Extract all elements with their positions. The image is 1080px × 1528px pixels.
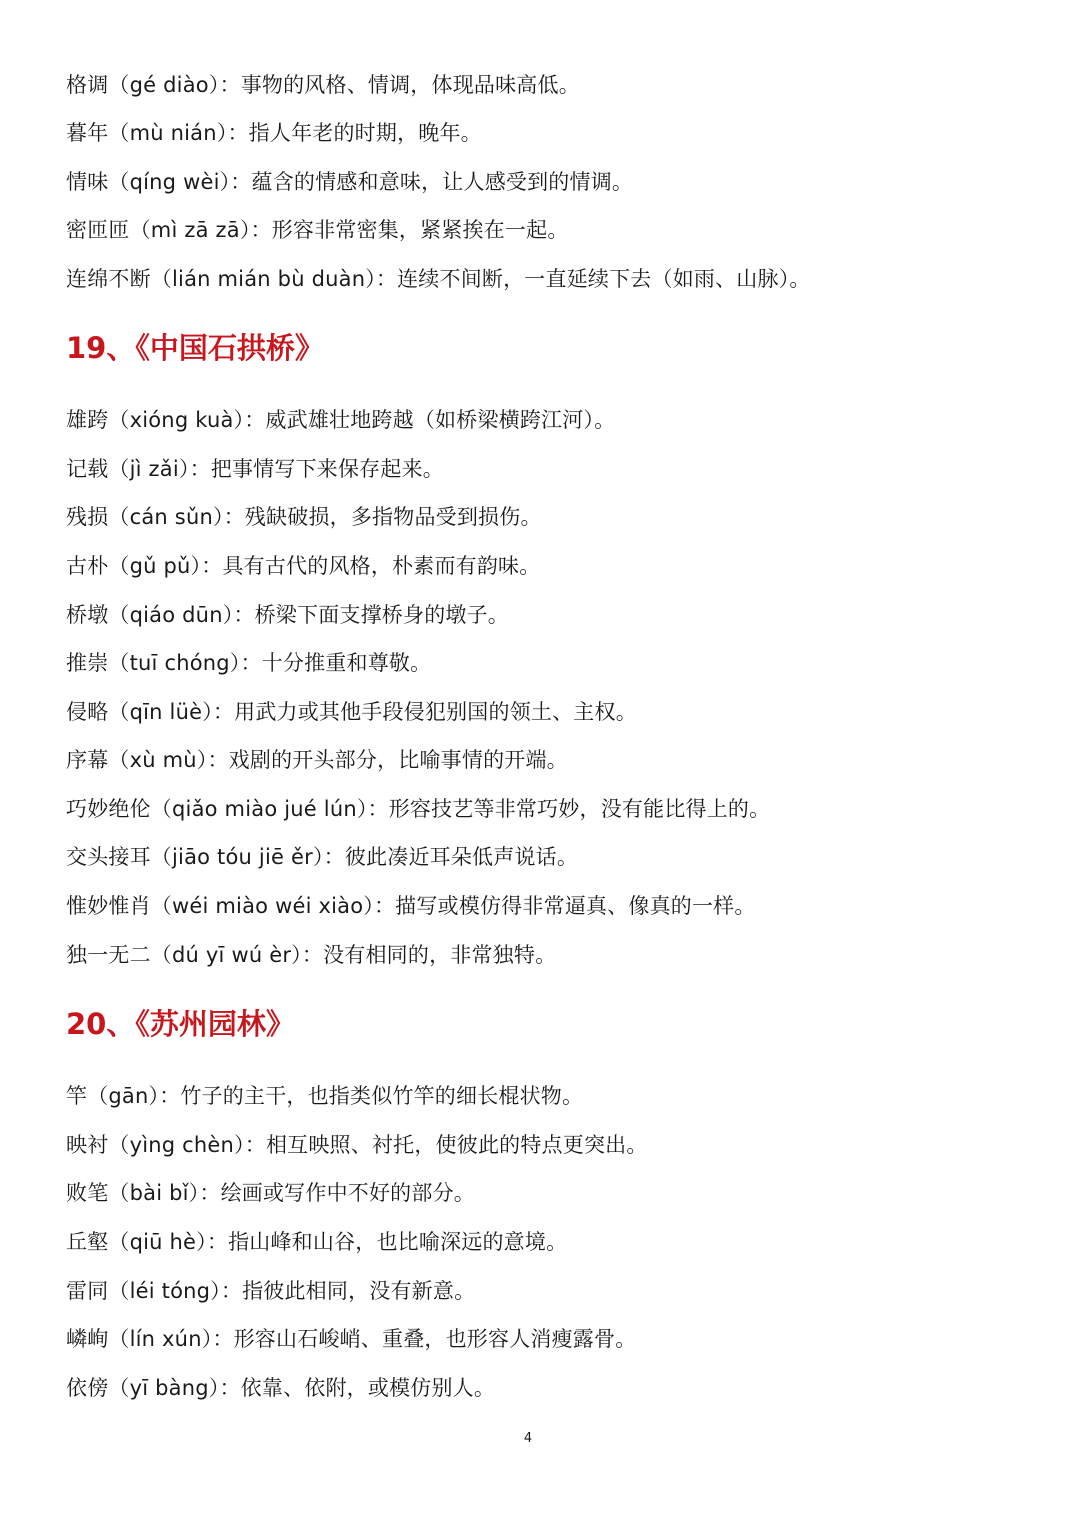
- vocab-entry: 雷同（léi tóng）：指彼此相同，没有新意。: [66, 1279, 476, 1303]
- vocab-entry: 暮年（mù nián）：指人年老的时期，晚年。: [66, 121, 482, 145]
- vocab-entry: 败笔（bài bǐ）：绘画或写作中不好的部分。: [66, 1181, 475, 1205]
- vocab-entry: 格调（gé diào）：事物的风格、情调，体现品味高低。: [66, 73, 580, 97]
- page-number: 4: [523, 1431, 533, 1446]
- vocab-entry: 残损（cán sǔn）：残缺破损，多指物品受到损伤。: [66, 505, 542, 529]
- vocab-entry: 丘壑（qiū hè）：指山峰和山谷，也比喻深远的意境。: [66, 1230, 568, 1254]
- vocab-entry: 映衬（yìng chèn）：相互映照、衬托，使彼此的特点更突出。: [66, 1133, 648, 1157]
- vocab-entry: 推崇（tuī chóng）：十分推重和尊敬。: [66, 651, 432, 675]
- vocab-entry: 竿（gān）：竹子的主干，也指类似竹竿的细长棍状物。: [66, 1084, 584, 1108]
- vocab-entry: 侵略（qīn lüè）：用武力或其他手段侵犯别国的领土、主权。: [66, 700, 637, 724]
- vocab-entry: 依傍（yī bàng）：依靠、依附，或模仿别人。: [66, 1376, 496, 1400]
- section-heading: 19、《中国石拱桥》: [66, 331, 324, 365]
- vocab-entry: 古朴（gǔ pǔ）：具有古代的风格，朴素而有韵味。: [66, 554, 541, 578]
- section-heading: 20、《苏州园林》: [66, 1007, 295, 1041]
- vocab-entry: 情味（qíng wèi）：蕴含的情感和意味，让人感受到的情调。: [66, 170, 634, 194]
- vocab-entry: 桥墩（qiáo dūn）：桥梁下面支撑桥身的墩子。: [66, 603, 510, 627]
- vocab-entry: 序幕（xù mù）：戏剧的开头部分，比喻事情的开端。: [66, 748, 568, 772]
- vocab-entry: 交头接耳（jiāo tóu jiē ěr）：彼此凑近耳朵低声说话。: [66, 845, 579, 869]
- vocab-entry: 惟妙惟肖（wéi miào wéi xiào）：描写或模仿得非常逼真、像真的一样。: [66, 894, 756, 918]
- vocab-entry: 独一无二（dú yī wú èr）：没有相同的，非常独特。: [66, 943, 557, 967]
- vocab-entry: 雄跨（xióng kuà）：威武雄壮地跨越（如桥梁横跨江河）。: [66, 408, 616, 432]
- vocab-entry: 连绵不断（lián mián bù duàn）：连续不间断，一直延续下去（如雨、山脉）。: [66, 267, 811, 291]
- vocab-entry: 记载（jì zǎi）：把事情写下来保存起来。: [66, 457, 444, 481]
- vocab-entry: 嶙峋（lín xún）：形容山石峻峭、重叠，也形容人消瘦露骨。: [66, 1327, 637, 1351]
- vocab-entry: 密匝匝（mì zā zā）：形容非常密集，紧紧挨在一起。: [66, 218, 569, 242]
- vocab-entry: 巧妙绝伦（qiǎo miào jué lún）：形容技艺等非常巧妙，没有能比得上的。: [66, 797, 771, 821]
